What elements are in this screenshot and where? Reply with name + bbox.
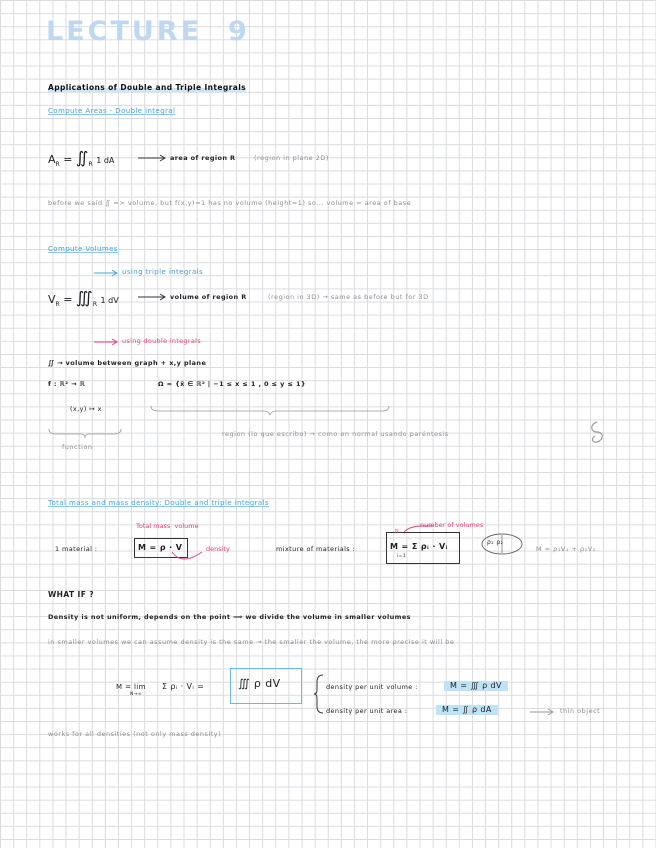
squiggle-icon (588, 420, 606, 446)
one-material-label: 1 material : (55, 545, 98, 553)
sum-bottom: i=1 (397, 554, 407, 559)
volume-desc: volume of region R (170, 293, 247, 301)
lecture-title (46, 18, 250, 45)
double-integrals-label: using double integrals (122, 337, 201, 345)
double-integral-line: ∬ → volume between graph + x,y plane (48, 359, 207, 367)
limit-formula: M = lim (116, 683, 146, 691)
arrow-icon (94, 339, 120, 345)
limit-sub: N→∞ (130, 692, 143, 697)
section-compute-volumes: Compute Volumes (48, 245, 118, 253)
per-area-formula: M = ∬ ρ dA (436, 705, 498, 715)
materials-circle-text: ρ₁ ρ₂ (487, 539, 504, 546)
works-note: works for all densities (not only mass density) (48, 730, 222, 738)
mixture-label: mixture of materials : (276, 545, 356, 553)
mixture-formula: M = Σ ρᵢ · Vᵢ (390, 542, 448, 551)
per-volume-label: density per unit volume : (326, 683, 418, 691)
function-brace (48, 428, 122, 438)
density-arrow (172, 548, 202, 566)
function-brace-label: function (62, 443, 93, 451)
limit-sum: Σ ρᵢ · Vᵢ = (162, 682, 205, 691)
arrow-icon (138, 294, 168, 300)
volume-note: (region in 3D) → same as before but for 3D (268, 293, 429, 301)
cases-brace (314, 674, 324, 714)
area-note: (region in plane 2D) (254, 154, 329, 162)
small-volumes-note: in smaller volumes we can assume density is the same → the smaller the volume, the more precise it will be (48, 638, 455, 646)
section-total-mass: Total mass and mass density: Double and triple integrals (48, 499, 269, 507)
arrow-icon (530, 709, 556, 715)
density-line: Density is not uniform, depends on the point ⟹ we divide the volume in smaller volumes (48, 613, 411, 621)
region-def: Ω = {x̄ ∈ ℝ² | −1 ≤ x ≤ 1 , 0 ≤ y ≤ 1} (158, 380, 306, 388)
area-desc: area of region R (170, 154, 236, 162)
region-note: region (lo que escribo) → como en normal usando paréntesis (222, 430, 449, 438)
before-note: before we said ∬ => volume, but f(x,y)=1 has no volume (height=1) so... volume = area of base (48, 199, 412, 207)
one-material-formula: M = ρ · V (138, 543, 183, 552)
section-compute-areas: Compute Areas - Double integral (48, 107, 176, 115)
arrow-icon (138, 155, 168, 161)
triple-integral: ∭ ρ dV (238, 677, 281, 690)
number-of-volumes-label: number of volumes (420, 521, 484, 529)
total-mass-label: Total mass volume (136, 522, 199, 530)
per-volume-formula: M = ∭ ρ dV (444, 681, 508, 691)
triple-integrals-label: using triple integrals (122, 268, 204, 276)
what-if-heading: WHAT IF ? (48, 590, 94, 599)
thin-object-note: thin object (560, 707, 601, 715)
lecture-number: 9 (228, 16, 250, 47)
main-heading: Applications of Double and Triple Integrals (48, 83, 247, 92)
volume-formula: $V_R$ = $∭_R$ 1 dV (48, 288, 119, 309)
function-def: f : ℝ² → ℝ (48, 380, 86, 388)
per-area-label: density per unit area : (326, 707, 408, 715)
side-formula: M = ρ₁V₁ + ρ₂V₂ (536, 545, 596, 553)
region-brace (150, 405, 390, 415)
function-map: (x,y) ↦ x (70, 405, 102, 413)
arrow-icon (94, 270, 120, 276)
lecture-title-word: LECTURE (46, 16, 203, 47)
sum-top: N (395, 529, 399, 535)
area-formula: $A_R$ = $∬_R$ 1 dA (48, 148, 115, 169)
density-label: density (206, 545, 230, 553)
